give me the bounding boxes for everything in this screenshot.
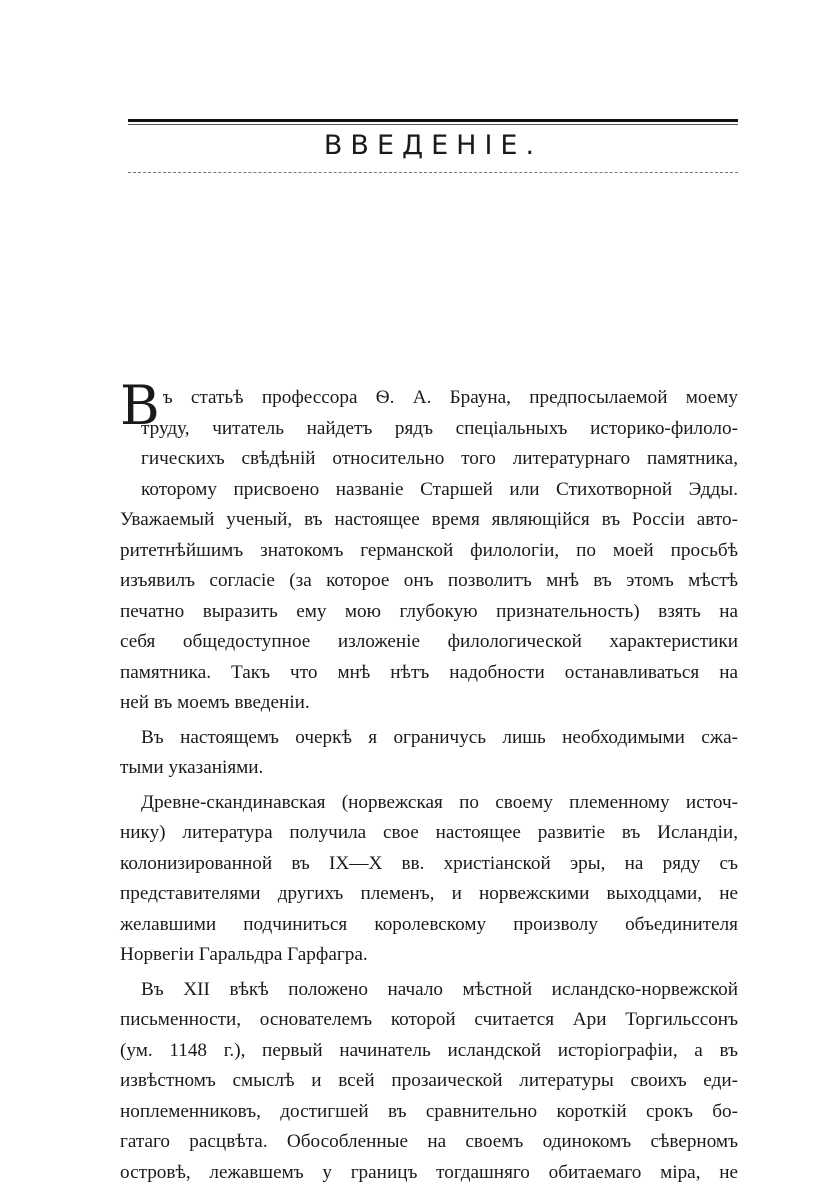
drop-cap: В bbox=[120, 374, 160, 437]
text-line: письменности, основателемъ которой считается Ари Торгильссонъ bbox=[120, 1009, 738, 1030]
paragraph-4 bbox=[120, 975, 738, 1189]
text-line: ней въ моемъ введеніи. bbox=[120, 692, 310, 713]
text-line: Древне-скандинавская (норвежская по своему племенному источ- bbox=[141, 791, 738, 813]
text-line: (ум. 1148 г.), первый начинатель исландской исторіографіи, а въ bbox=[120, 1039, 738, 1061]
text-line: труду, читатель найдетъ рядъ спеціальныхъ историко-филоло- bbox=[141, 417, 738, 439]
header-rule-thick bbox=[128, 119, 738, 122]
text-line: нику) литература получила свое настоящее развитіе въ Исландіи, bbox=[120, 822, 738, 843]
text-line: Норвегіи Гаральдра Гарфагра. bbox=[120, 944, 368, 965]
body-text bbox=[120, 374, 738, 1188]
text-line: Въ статьѣ профессора Ѳ. А. Брауна, предпосылаемой моему bbox=[120, 374, 738, 437]
text-line: которому присвоено названіе Старшей или Стихотворной Эдды. bbox=[141, 478, 738, 500]
text-line: гическихъ свѣдѣній относительно того литературнаго памятника, bbox=[141, 448, 738, 469]
text-line: Уважаемый ученый, въ настоящее время являющійся въ Россіи авто- bbox=[120, 509, 738, 530]
text-line: Въ настоящемъ очеркѣ я ограничусь лишь необходимыми сжа- bbox=[141, 726, 738, 748]
text-line: изъявилъ согласіе (за которое онъ позволитъ мнѣ въ этомъ мѣстѣ bbox=[120, 570, 738, 591]
text-line: колонизированной въ IX—X вв. христіанской эры, на ряду съ bbox=[120, 852, 738, 874]
chapter-title: ВВЕДЕНІЕ. bbox=[323, 130, 543, 161]
text-line: островѣ, лежавшемъ у границъ тогдашняго обитаемаго міра, не bbox=[120, 1161, 738, 1183]
text-line: печатно выразить ему мою глубокую признательность) взять на bbox=[120, 600, 738, 622]
paragraph-3 bbox=[120, 788, 738, 971]
paragraph-1 bbox=[120, 374, 738, 719]
text-line: тыми указаніями. bbox=[120, 757, 264, 778]
text-line: памятника. Такъ что мнѣ нѣтъ надобности останавливаться на bbox=[120, 661, 738, 683]
text-line: гатаго расцвѣта. Обособленные на своемъ одинокомъ сѣверномъ bbox=[120, 1131, 738, 1152]
header-rule-dashed bbox=[128, 172, 738, 173]
text-line: представителями другихъ племенъ, и норвежскими выходцами, не bbox=[120, 883, 738, 904]
text-line: себя общедоступное изложеніе филологической характеристики bbox=[120, 631, 738, 652]
text-line: ритетнѣйшимъ знатокомъ германской филологіи, по моей просьбѣ bbox=[120, 539, 738, 561]
text-line: желавшими подчиниться королевскому произволу объединителя bbox=[120, 913, 738, 935]
text-line: ноплеменниковъ, достигшей въ сравнительно короткій срокъ бо- bbox=[120, 1100, 738, 1122]
text-line: извѣстномъ смыслѣ и всей прозаической литературы своихъ еди- bbox=[120, 1070, 738, 1091]
text-line: Въ XII вѣкѣ положено начало мѣстной исландско-норвежской bbox=[141, 978, 738, 1000]
paragraph-2 bbox=[120, 723, 738, 784]
header-rule-thin bbox=[128, 124, 738, 125]
